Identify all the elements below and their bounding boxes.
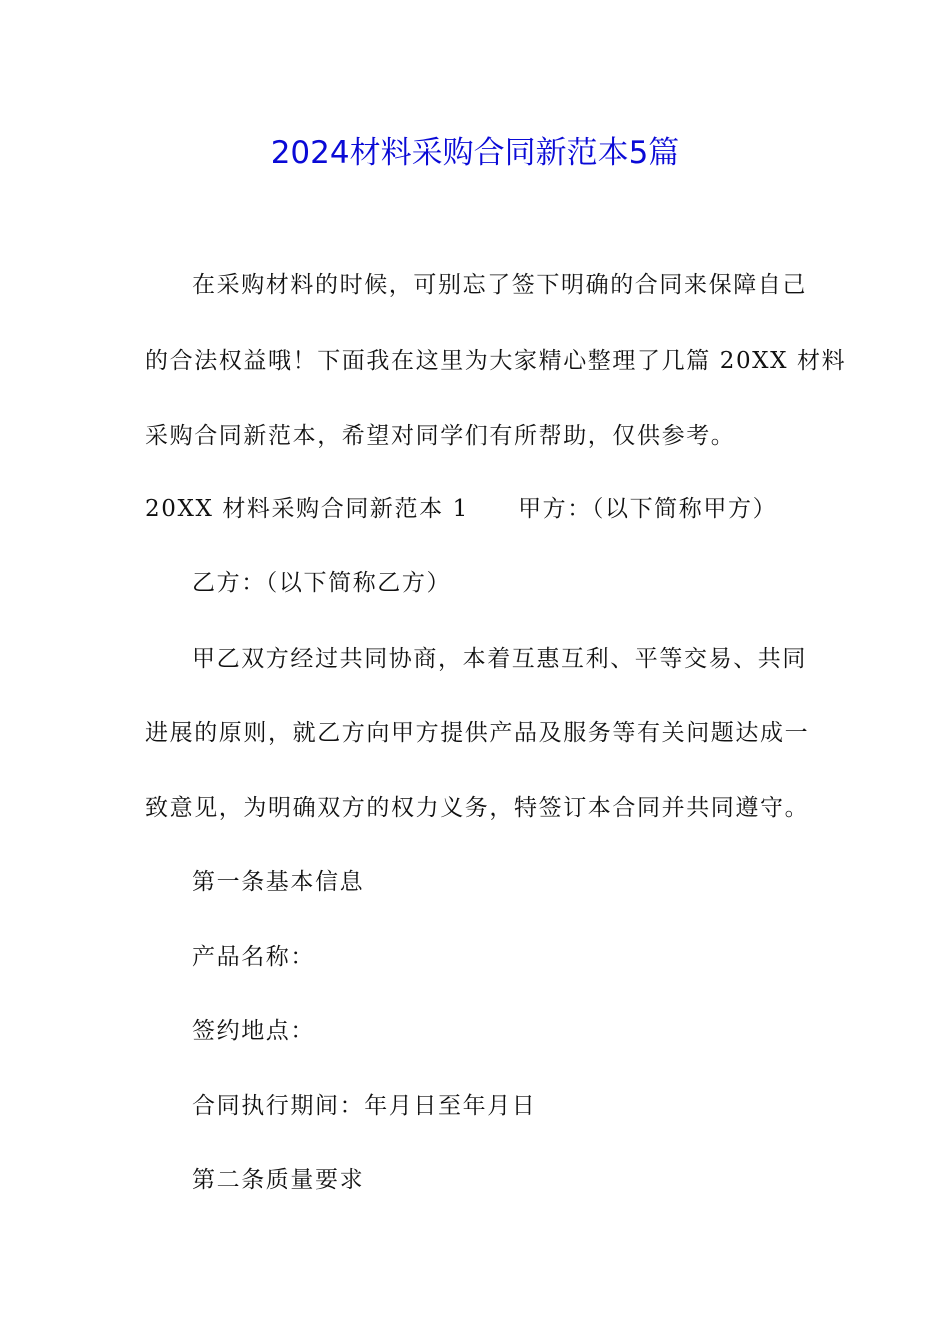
section-heading-line: 20XX 材料采购合同新范本 1 甲方：（以下简称甲方） <box>145 496 778 522</box>
paragraph-line-4: 甲乙双方经过共同协商，本着互惠互利、平等交易、共同 <box>192 646 807 672</box>
paragraph-line-1: 在采购材料的时候，可别忘了签下明确的合同来保障自己 <box>192 272 807 298</box>
execution-period-line: 合同执行期间：年月日至年月日 <box>192 1093 537 1119</box>
signing-place-line: 签约地点： <box>192 1018 315 1044</box>
document-title: 2024材料采购合同新范本5篇 <box>270 135 680 171</box>
paragraph-line-2: 的合法权益哦！下面我在这里为大家精心整理了几篇 20XX 材料 <box>145 348 847 374</box>
clause-heading-1: 第一条基本信息 <box>192 869 365 895</box>
party-b-line: 乙方：（以下简称乙方） <box>192 570 452 596</box>
paragraph-line-5: 进展的原则，就乙方向甲方提供产品及服务等有关问题达成一 <box>145 720 810 746</box>
paragraph-line-3: 采购合同新范本，希望对同学们有所帮助，仅供参考。 <box>145 423 736 449</box>
paragraph-line-6: 致意见，为明确双方的权力义务，特签订本合同并共同遵守。 <box>145 795 810 821</box>
clause-heading-2: 第二条质量要求 <box>192 1167 365 1193</box>
product-name-line: 产品名称： <box>192 944 315 970</box>
